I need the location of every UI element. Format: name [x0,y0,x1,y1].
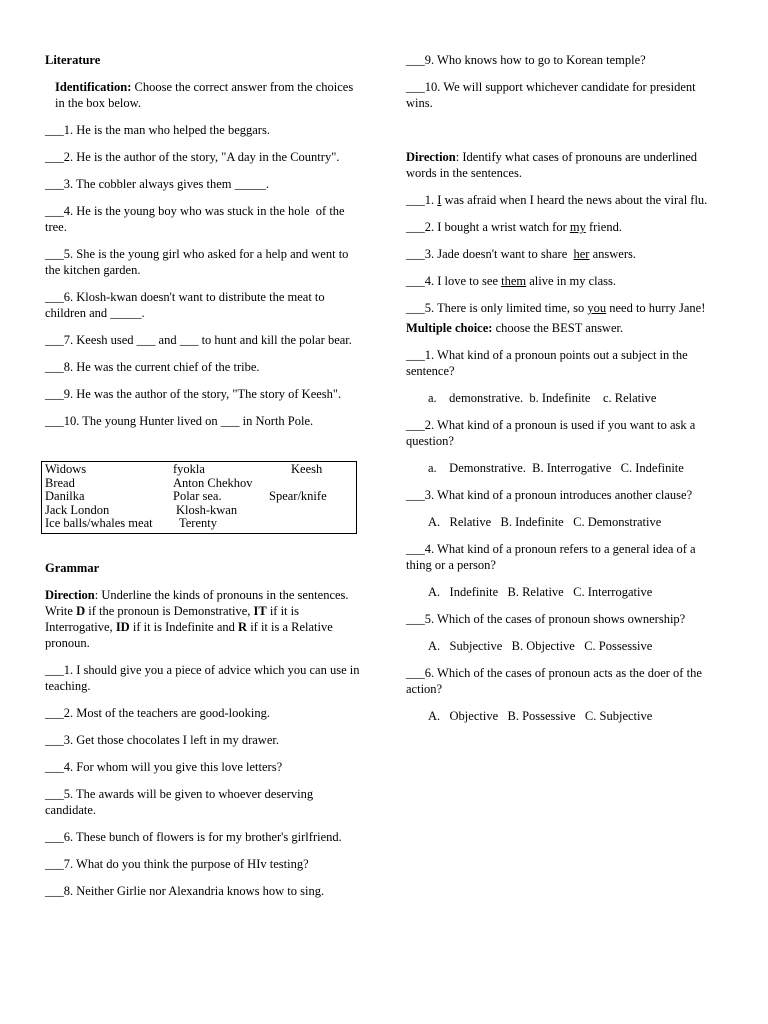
case-item-3 [406,246,724,262]
cases-direction [406,149,724,181]
case-item-1 [406,192,724,208]
right-column [406,52,724,724]
mc-options-5: A. Subjective B. Objective C. Possessive [428,639,653,653]
choice: Spear/knife [269,489,327,503]
identification-text: Choose the correct answer from the choices in the box below. [55,80,354,110]
lit-item-2: ___2. He is the author of the story, "A day in the Country". [45,150,340,164]
grammar-item-1: ___1. I should give you a piece of advice which you can use in teaching. [45,662,360,693]
grammar-direction [45,587,363,651]
choices-row [45,504,352,518]
mc-text: choose the BEST answer. [492,321,624,335]
choice: Bread [45,475,75,490]
code-r: R [238,619,248,634]
case-text: need to hurry Jane! [606,301,706,315]
lit-item-9: ___9. He was the author of the story, "The story of Keesh". [45,387,342,401]
code-d: D [76,603,86,618]
case-text: ___3. Jade doesn't want to share [406,247,574,261]
mc-label: Multiple choice: [406,321,493,335]
choice: Klosh-kwan [176,502,238,517]
lit-item-5: ___5. She is the young girl who asked for a help and went to the kitchen garden. [45,247,349,277]
underlined-pronoun: my [569,220,586,234]
code-id: ID [115,619,130,634]
mc-question-2: ___2. What kind of a pronoun is used if you want to ask a question? [406,418,696,448]
grammar-direction-label: Direction [45,587,95,602]
cases-direction-label: Direction [406,150,456,164]
case-text: alive in my class. [526,274,617,288]
case-item-2 [406,219,724,235]
case-text: friend. [585,220,622,234]
lit-item-10: ___10. The young Hunter lived on ___ in North Pole. [45,414,314,428]
choice: Jack London [45,502,110,517]
identification-label: Identification: [55,80,132,94]
mc-question-5: ___5. Which of the cases of pronoun shows ownership? [406,612,686,626]
direction-text: if it is a Relative pronoun. [45,619,333,650]
underlined-pronoun: them [501,274,527,288]
underlined-pronoun: I [437,193,442,207]
choice: Danilka [45,489,85,503]
grammar-item-5: ___5. The awards will be given to whoever deserving candidate. [45,786,314,817]
choices-row [45,463,352,477]
grammar-item-10: ___10. We will support whichever candidate for president wins. [406,80,696,110]
case-text: ___1. [406,193,438,207]
direction-text: if it is Interrogative, [45,603,299,634]
cases-direction-text: : Identify what cases of pronouns are underlined words in the sentences. [406,150,698,180]
grammar-item-7: ___7. What do you think the purpose of HIv testing? [45,856,309,871]
mc-question-1: ___1. What kind of a pronoun points out a subject in the sentence? [406,348,688,378]
direction-text: : Underline the kinds of pronouns in the sentences. Write [45,587,349,618]
choices-row [45,490,352,504]
identification-instruction [45,79,363,111]
grammar-item-3: ___3. Get those chocolates I left in my drawer. [45,732,279,747]
choice: Terenty [179,516,217,530]
lit-item-3: ___3. The cobbler always gives them _____. [45,177,270,191]
mc-question-6: ___6. Which of the cases of pronoun acts as the doer of the action? [406,666,702,696]
choice: Widows [45,462,87,476]
mc-options-3: A. Relative B. Indefinite C. Demonstrative [428,515,662,529]
case-text: ___4. I love to see [406,274,502,288]
left-column [45,52,370,899]
grammar-item-4: ___4. For whom will you give this love letters? [45,759,283,774]
grammar-item-8: ___8. Neither Girlie nor Alexandria knows how to sing. [45,883,325,898]
underlined-pronoun: her [573,247,590,261]
mc-question-4: ___4. What kind of a pronoun refers to a general idea of a thing or a person? [406,542,696,572]
case-text: was afraid when I heard the news about the viral flu. [441,193,708,207]
mc-question-3: ___3. What kind of a pronoun introduces another clause? [406,488,693,502]
grammar-item-9: ___9. Who knows how to go to Korean temple? [406,53,646,67]
grammar-heading: Grammar [45,560,100,575]
underlined-pronoun: you [587,301,607,315]
lit-item-1: ___1. He is the man who helped the beggars. [45,123,270,137]
choices-row [45,517,352,531]
case-item-5 [406,300,724,316]
lit-item-7: ___7. Keesh used ___ and ___ to hunt and kill the polar bear. [45,333,352,347]
lit-item-4: ___4. He is the young boy who was stuck in the hole of the tree. [45,204,370,234]
choice: Ice balls/whales meat [45,516,153,530]
direction-text: if it is Indefinite and [129,619,239,634]
choice: fyokla [173,462,205,476]
choice: Keesh [291,462,323,476]
literature-heading: Literature [45,53,101,67]
case-text: ___5. There is only limited time, so [406,301,588,315]
mc-instruction [406,320,724,336]
mc-options-6: A. Objective B. Possessive C. Subjective [428,709,653,723]
lit-item-6: ___6. Klosh-kwan doesn't want to distribute the meat to children and _____. [45,290,325,320]
mc-options-4: A. Indefinite B. Relative C. Interrogative [428,585,653,599]
case-item-4 [406,273,724,289]
mc-options-1: a. demonstrative. b. Indefinite c. Relative [428,391,657,405]
choices-row [45,477,352,491]
choices-box [41,461,357,534]
grammar-item-6: ___6. These bunch of flowers is for my brother's girlfriend. [45,829,342,844]
case-text: ___2. I bought a wrist watch for [406,220,570,234]
grammar-item-2: ___2. Most of the teachers are good-looking. [45,705,270,720]
choice: Polar sea. [173,489,222,503]
case-text: answers. [589,247,636,261]
choice: Anton Chekhov [173,475,253,490]
code-it: IT [253,603,267,618]
lit-item-8: ___8. He was the current chief of the tribe. [45,360,260,374]
mc-options-2: a. Demonstrative. B. Interrogative C. Indefinite [428,461,684,475]
direction-text: if the pronoun is Demonstrative, [85,603,254,618]
